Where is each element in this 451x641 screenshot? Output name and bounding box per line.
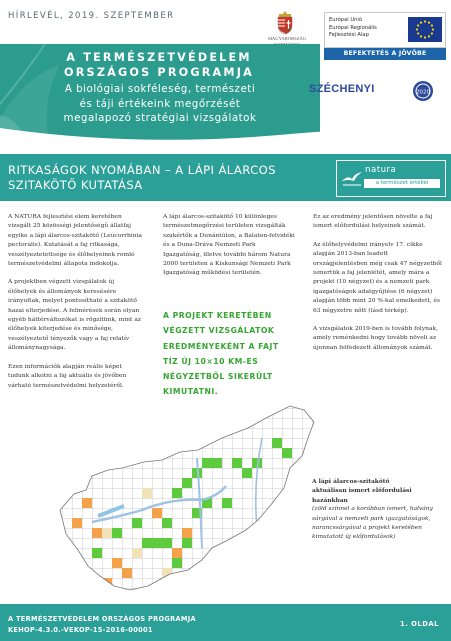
map-cell-known xyxy=(182,538,192,548)
natura-word: natura xyxy=(365,165,397,175)
map-cell-new xyxy=(192,578,202,588)
column-2 xyxy=(163,212,295,287)
eu-invest-banner: BEFEKTETÉS A JÖVŐBE xyxy=(324,48,446,60)
newsletter-date: HÍRLEVÉL, 2019. SZEPTEMBER xyxy=(8,11,175,21)
col1-paragraph-1: A NATURA fejlesztési elem keretében vizsgált 25 közösségi jelentőségű állatfaj egyike a lápi álarcos-szitakötő (Leucorrhinia pectoralis). Kutatását a faj ritkasága, veszélyeztetettsége és élőhelyeinek romló természetvédelmi állapota indokolja. xyxy=(8,213,142,268)
szechenyi-year: 2020 xyxy=(415,89,431,96)
eu-line1: Európai Unió xyxy=(329,17,363,23)
map-cell-known xyxy=(202,458,212,468)
highlight-line-3: EREDMÉNYEKÉNT A FAJT xyxy=(163,341,279,351)
hungary-coat-of-arms-icon xyxy=(272,9,298,35)
map-caption-line3: hazánkban xyxy=(312,496,348,504)
map-cell-known xyxy=(172,558,182,568)
map-cell-new xyxy=(112,558,122,568)
col3-paragraph-2: Az élőhelyvédelmi irányelv 17. cikke alapján 2013-ban leadott országjelentésben még csak 47 négyzetből ismertük a faj jelenlétét, amely mára a projekt (10 négyzet) és a nemzeti park igazgatóságok adatgyűjtése (6 négyzet) alapján több mint 20 %-kal emelkedett, és 63 négyzetre nőtt (lásd térkép). xyxy=(313,240,442,314)
map-cell-known xyxy=(152,538,162,548)
hungary-caption-line1: MAGYARORSZÁG xyxy=(267,36,307,41)
map-cell-known xyxy=(232,458,242,468)
highlight-line-4: TÍZ ÚJ 10×10 KM-ES xyxy=(163,356,259,366)
banner-sub-line1: A biológiai sokféleség, természeti xyxy=(64,83,256,95)
map-caption xyxy=(312,477,446,543)
column-1 xyxy=(8,212,142,399)
article-title-bar xyxy=(0,154,451,201)
map-cell-known xyxy=(272,438,282,448)
eu-line2: Európai Regionális xyxy=(329,24,377,31)
eu-flag-icon xyxy=(408,17,442,42)
map-cell-known xyxy=(182,478,192,488)
map-cell-new xyxy=(102,578,112,588)
map-cell-np xyxy=(142,488,152,498)
map-cell-known xyxy=(172,488,182,498)
article-title-line1: RITKASÁGOK NYOMÁBAN – A LÁPI ÁLARCOS xyxy=(8,163,276,177)
eu-logo-box xyxy=(324,12,446,48)
col1-paragraph-2: A projektben végzett vizsgálatok új élőhelyek és állományok keresésére irányultak, melyet pontosítható a szitakötő hazai elterjedése. A felmérések során olyan egyéb háttérváltozókat is rögzítünk, mint az élőhelyek kiterjedése és minősége, veszélyeztető tényezők vagy a faj relatív állománynagysága. xyxy=(8,278,142,352)
eu-line3: Fejlesztési Alap xyxy=(329,32,369,39)
map-cell-new xyxy=(72,518,82,528)
footer-line2: KEHOP-4.3.0.-VEKOP-15-2016-00001 xyxy=(8,626,153,634)
map-cell-np xyxy=(102,528,112,538)
map-cell-np xyxy=(132,548,142,558)
banner-sub-line3: megalapozó stratégiai vizsgálatok xyxy=(63,112,257,124)
map-grid-area xyxy=(52,398,322,598)
map-cell-new xyxy=(182,528,192,538)
highlight-line-2: VÉGZETT VIZSGÁLATOK xyxy=(163,326,275,336)
map-cell-known xyxy=(162,538,172,548)
map-cell-known xyxy=(92,548,102,558)
article-title xyxy=(8,163,276,193)
map-cell-np xyxy=(162,568,172,578)
hungary-distribution-map xyxy=(52,398,322,598)
col1-paragraph-3: Ezen információk alapján reális képet tudunk alkotni a faj aktuális és jövőben várható természetvédelmi helyzetéről. xyxy=(8,362,127,389)
highlight-line-5: NÉGYZETBŐL SIKERÜLT xyxy=(163,372,273,382)
map-cell-known xyxy=(282,448,292,458)
column-3 xyxy=(313,212,444,361)
footer-program xyxy=(8,614,196,636)
footer-line1: A TERMÉSZETVÉDELEM ORSZÁGOS PROGRAMJA xyxy=(8,615,196,623)
banner-subtitle xyxy=(2,82,318,126)
map-caption-line2: aktuálisan ismert előfordulási xyxy=(312,487,412,495)
map-cell-new xyxy=(82,498,92,508)
eu-text xyxy=(329,17,377,40)
article-title-line2: SZITAKÖTŐ KUTATÁSA xyxy=(8,178,143,192)
map-cell-known xyxy=(242,468,252,478)
map-cell-known xyxy=(162,518,172,528)
map-caption-line1: A lápi álarcos-szitakötő xyxy=(312,478,390,485)
page-footer xyxy=(0,604,451,641)
bird-icon xyxy=(340,169,364,189)
col3-paragraph-3: A vizsgálatok 2019-ben is tovább folynak, amely reménkedni hogy tovább növeli az újonnan felfedezett állományok számát. xyxy=(313,325,439,351)
highlight-line-6: KIMUTATNI. xyxy=(163,387,219,397)
col3-paragraph-1: Ez az eredmény jelentősen növelte a faj ismert előfordulási helyeinek számát. xyxy=(313,213,433,230)
highlight-quote xyxy=(163,308,301,400)
natura-subtitle: a természet értékei xyxy=(364,179,440,188)
szechenyi-logo-text: SZÉCHENYI xyxy=(309,83,375,95)
map-cell-known xyxy=(222,498,232,508)
banner-title-line2: ORSZÁGOS PROGRAMJA xyxy=(64,66,254,79)
page-number: 1. OLDAL xyxy=(399,620,439,628)
banner-sub-line2: és táji értékeink megőrzését xyxy=(79,97,241,110)
szechenyi-2020-logo-icon xyxy=(412,80,434,102)
map-cell-known xyxy=(142,538,152,548)
map-cell-new xyxy=(92,528,102,538)
map-cell-new xyxy=(152,508,162,518)
col2-paragraph-1: A lápi álarcos-szitakötő 10 különleges természetmegőrzési területen vizsgálták szakértők a Dunántúlon, a Balaton-felvidéki és a Duna-Dráva Nemzeti Park Igazgatóság, illetve további három Natura 2000 területen a Kiskunsági Nemzeti Park Igazgatóság működési területén. xyxy=(163,213,295,277)
natura-logo xyxy=(336,160,446,197)
map-cell-known xyxy=(112,528,122,538)
map-cell-new xyxy=(122,568,132,578)
map-caption-legend: (zöld színnel a korábban ismert, halvány sárgával a nemzeti park igazgatóságok, narancssárgával a projekt keretében kimutatott új előfordulások) xyxy=(312,506,433,541)
highlight-line-1: A PROJEKT KERETÉBEN xyxy=(163,311,272,320)
map-cell-known xyxy=(212,458,222,468)
banner-title-line1: A TERMÉSZETVÉDELEM xyxy=(66,51,252,64)
map-cell-known xyxy=(132,518,142,528)
map-cell-new xyxy=(172,548,182,558)
banner-title xyxy=(9,50,309,80)
